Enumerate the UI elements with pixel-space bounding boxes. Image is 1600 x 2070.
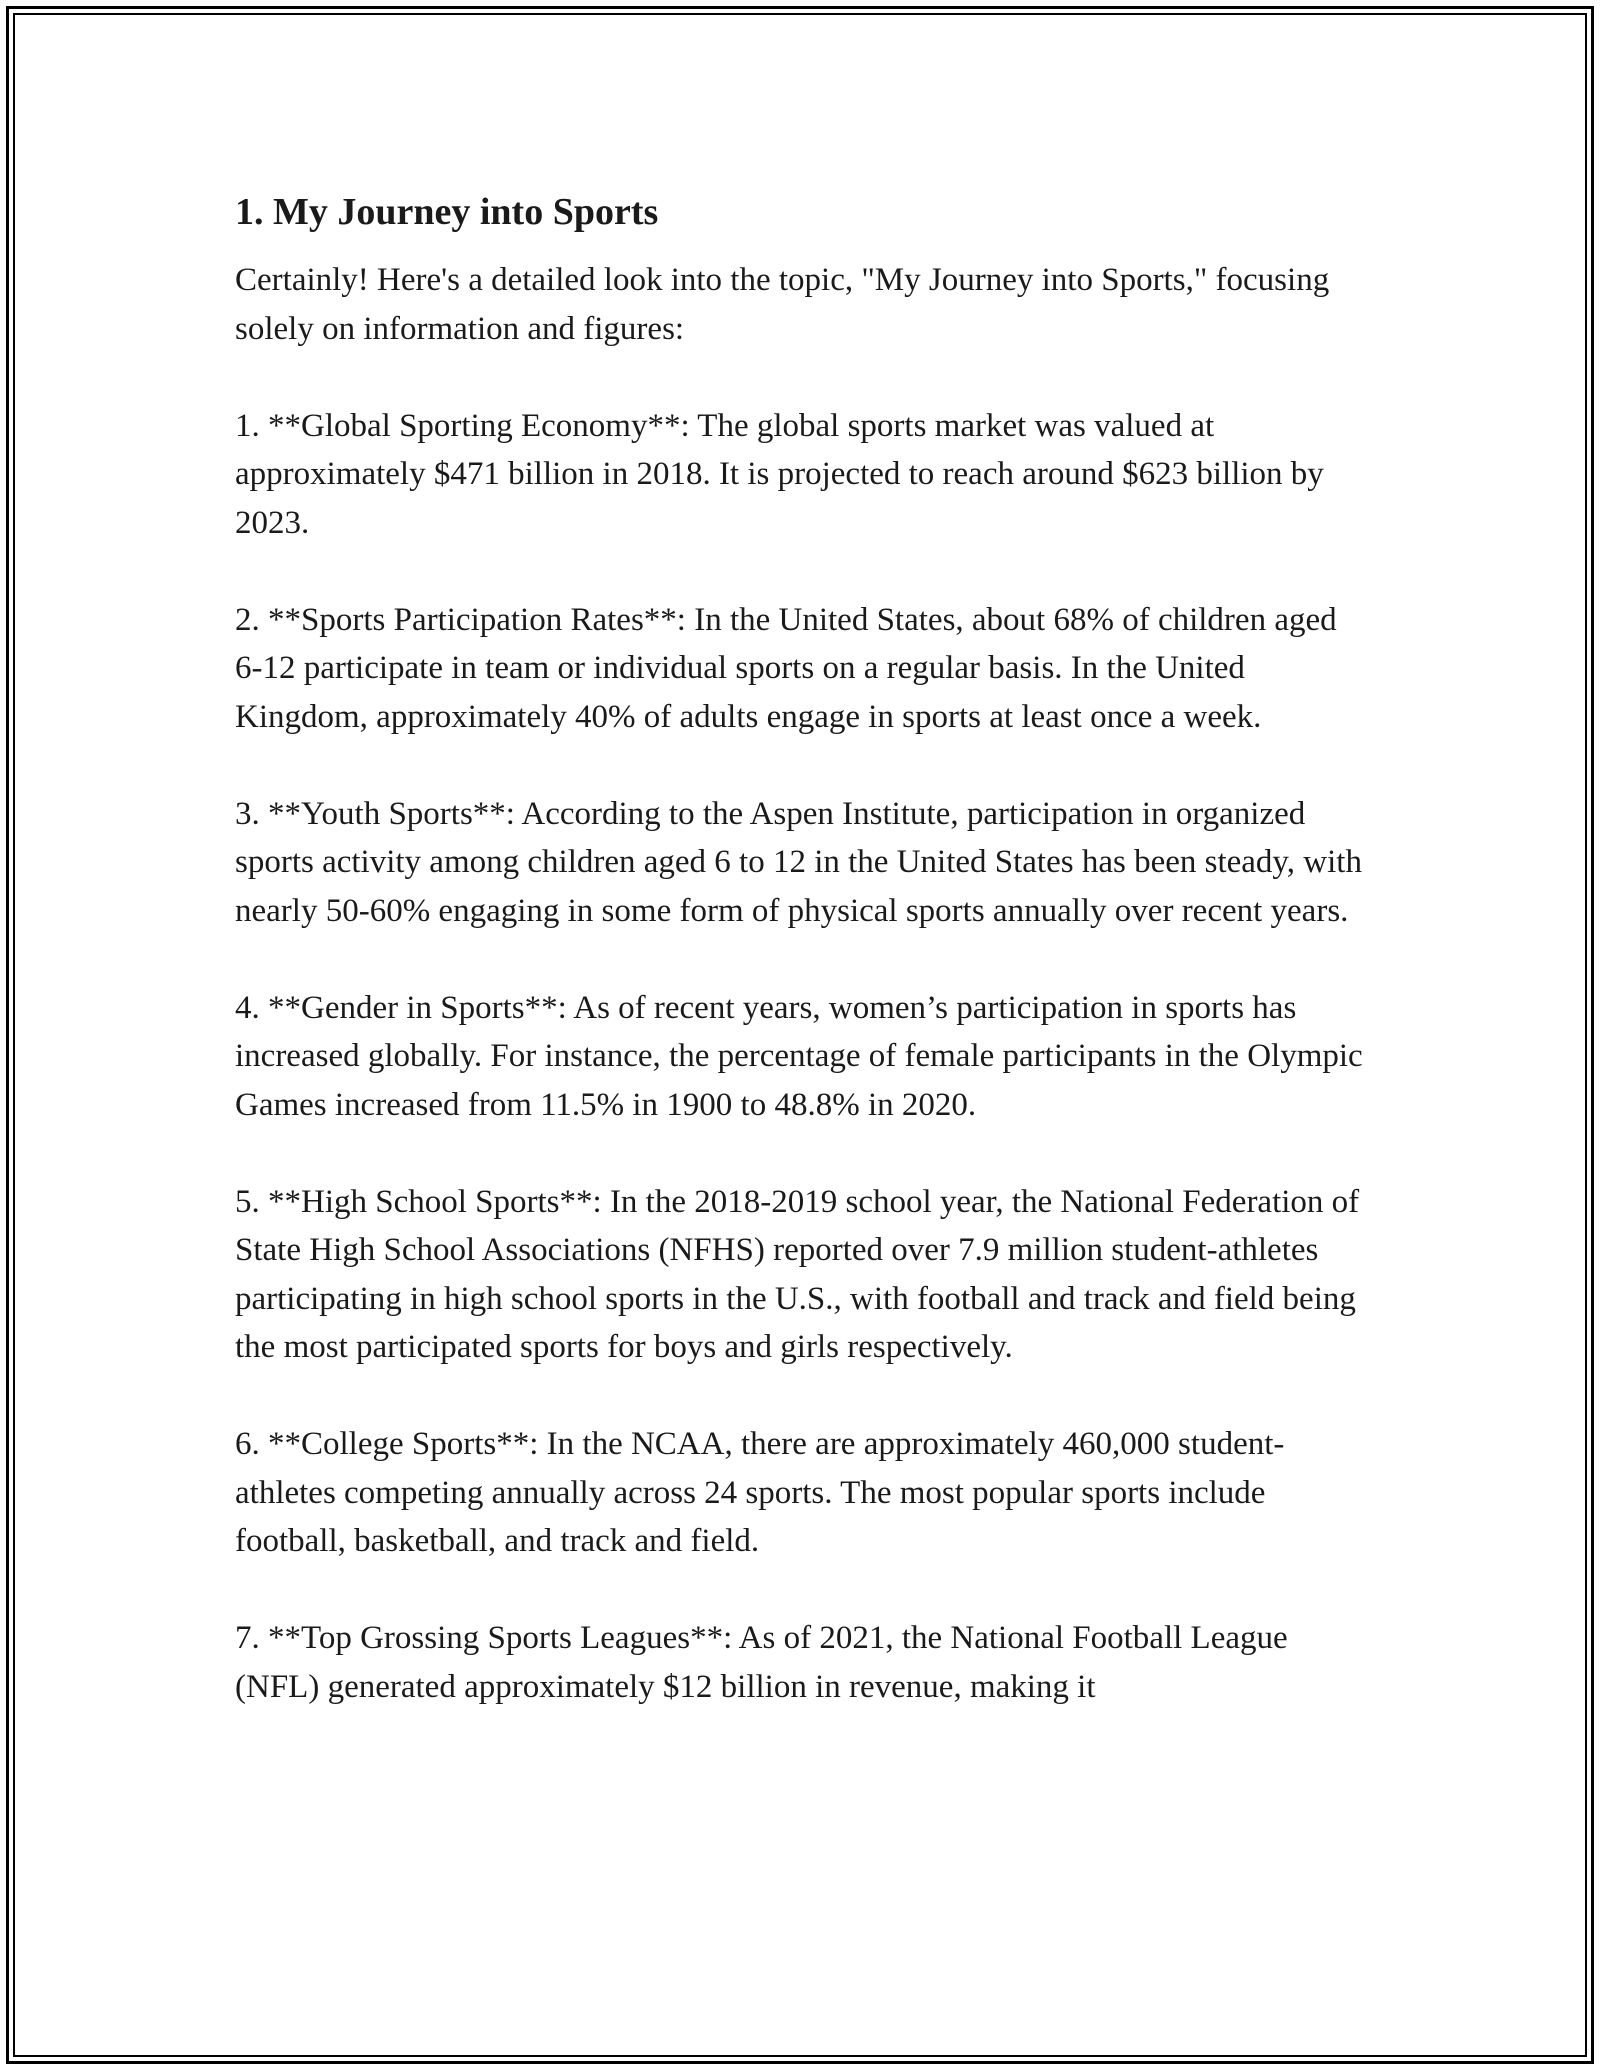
document-title: 1. My Journey into Sports — [235, 191, 659, 233]
list-item-sports-participation-rates: 2. **Sports Participation Rates**: In the United States, about 68% of children aged 6-12 participate in team or individual sports on a regular basis. In the United Kingdom, approximately 40% of adults engage in sports at least once a week. — [235, 601, 1337, 735]
list-item-high-school-sports: 5. **High School Sports**: In the 2018-2019 school year, the National Federation of State High School Associations (NFHS) reported over 7.9 million student-athletes participating in high school sports in the U.S., with football and track and field being the most participated sports for boys and girls respectively. — [235, 1183, 1360, 1365]
list-item-top-grossing-sports-leagues: 7. **Top Grossing Sports Leagues**: As of 2021, the National Football League (NFL) generated approximately $12 billion in revenue, making it — [235, 1620, 1288, 1705]
list-item-gender-in-sports: 4. **Gender in Sports**: As of recent years, women’s participation in sports has increased globally. For instance, the percentage of female participants in the Olympic Games increased from 11.5% in 1900 to 48.8% in 2020. — [235, 989, 1363, 1123]
document-body — [235, 186, 1365, 1760]
list-item-global-sporting-economy: 1. **Global Sporting Economy**: The global sports market was valued at approximately $471 billion in 2018. It is projected to reach around $623 billion by 2023. — [235, 407, 1324, 541]
intro-paragraph: Certainly! Here's a detailed look into the topic, "My Journey into Sports," focusing solely on information and figures: — [235, 262, 1330, 347]
list-item-youth-sports: 3. **Youth Sports**: According to the Aspen Institute, participation in organized sports activity among children aged 6 to 12 in the United States has been steady, with nearly 50-60% engaging in some form of physical sports annually over recent years. — [235, 795, 1362, 929]
list-item-college-sports: 6. **College Sports**: In the NCAA, there are approximately 460,000 student-athletes competing annually across 24 sports. The most popular sports include football, basketball, and track and field. — [235, 1426, 1285, 1559]
